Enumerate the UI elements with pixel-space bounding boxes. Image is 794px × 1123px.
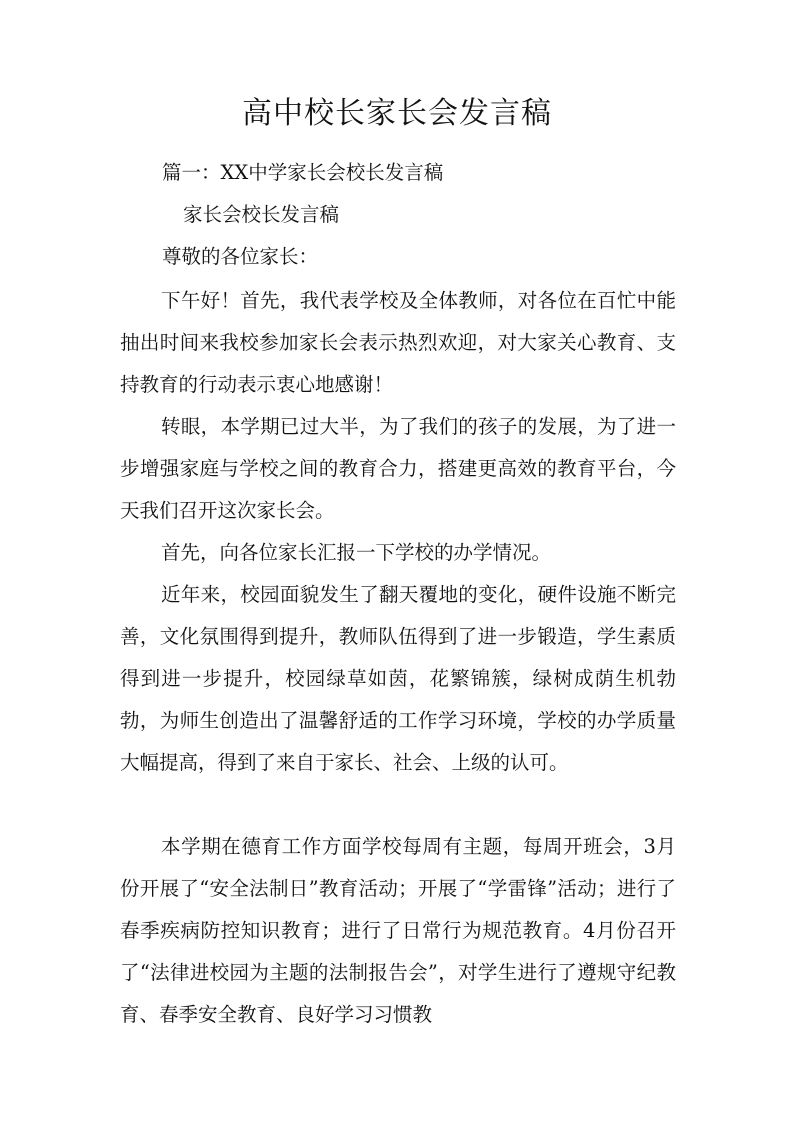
paragraph-purpose: 转眼，本学期已过大半，为了我们的孩子的发展，为了进一步增强家庭与学校之间的教育合力，搭建更高效的教育平台，今天我们召开这次家长会。 xyxy=(120,415,676,522)
sub-heading: 家长会校长发言稿 xyxy=(183,203,340,226)
paragraph-report-intro: 首先，向各位家长汇报一下学校的办学情况。 xyxy=(161,541,552,564)
paragraph-campus-changes: 近年来，校园面貌发生了翻天覆地的变化，硬件设施不断完善，文化氛围得到提升，教师队伍得到了进一步锻造，学生素质得到进一步提升，校园绿草如茵，花繁锦簇，绿树成荫生机勃勃，为师生创造出了温馨舒适的工作学习环境，学校的办学质量大幅提高，得到了来自于家长、社会、上级的认可。 xyxy=(120,583,676,774)
salutation: 尊敬的各位家长： xyxy=(162,245,319,268)
paragraph-moral-education: 本学期在德育工作方面学校每周有主题，每周开班会，3月份开展了“安全法制日”教育活动；开展了“学雷锋”活动；进行了春季疾病防控知识教育；进行了日常行为规范教育。4月份召开了“法律进校园为主题的法制报告会”，对学生进行了遵规守纪教育、春季安全教育、良好学习习惯教 xyxy=(120,835,676,1026)
paragraph-greeting: 下午好！首先，我代表学校及全体教师，对各位在百忙中能抽出时间来我校参加家长会表示热烈欢迎，对大家关心教育、支持教育的行动表示衷心地感谢！ xyxy=(120,289,676,396)
document-title: 高中校长家长会发言稿 xyxy=(242,96,552,131)
section-heading: 篇一：XX中学家长会校长发言稿 xyxy=(162,161,444,184)
